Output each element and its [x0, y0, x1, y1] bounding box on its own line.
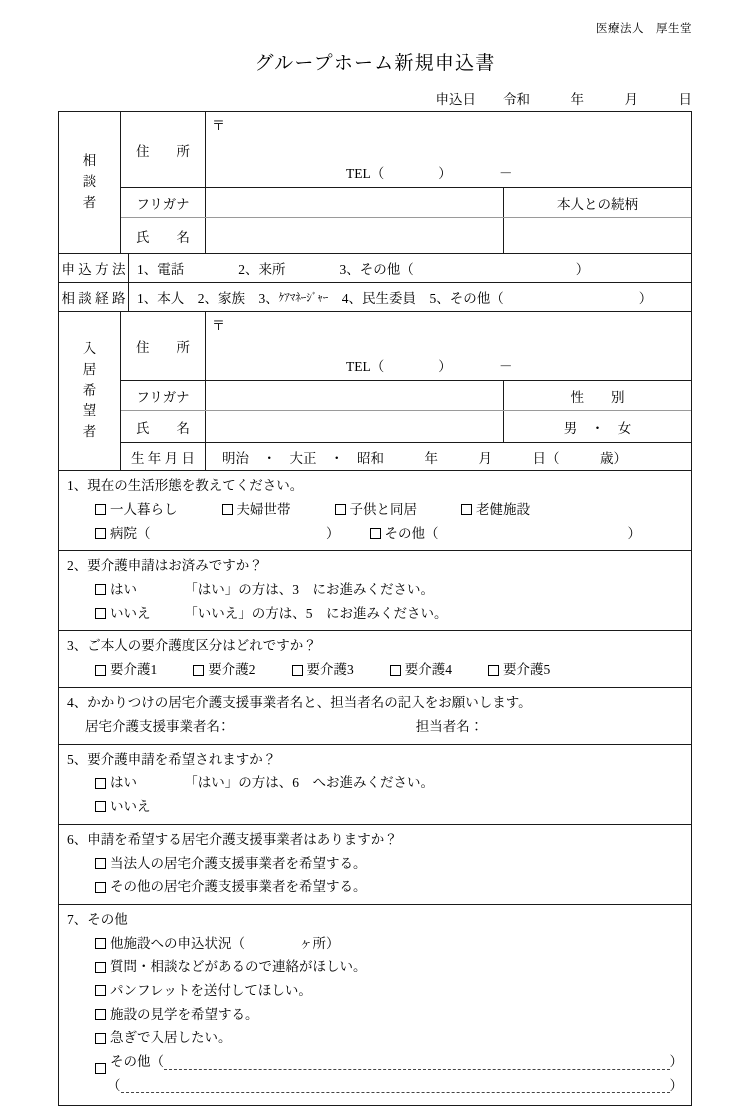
- checkbox-icon[interactable]: [95, 1033, 106, 1044]
- option-label: 急ぎで入居したい。: [110, 1030, 232, 1046]
- option-label[interactable]: その他（ ）: [384, 525, 641, 541]
- option-label: 要介護1: [110, 662, 158, 678]
- question-5: [59, 745, 691, 825]
- consultation-route-options[interactable]: [129, 283, 691, 311]
- page-title: グループホーム新規申込書: [254, 53, 496, 74]
- option-label[interactable]: 病院（ ）: [110, 525, 340, 541]
- applicant-dob-value[interactable]: 明治 ・ 大正 ・ 昭和 年 月 日（ 歳）: [222, 450, 627, 466]
- option-label: 要介護3: [306, 662, 354, 678]
- checkbox-icon[interactable]: [390, 665, 401, 676]
- checkbox-icon[interactable]: [95, 882, 106, 893]
- checkbox-icon[interactable]: [95, 858, 106, 869]
- question-3-title: 3、ご本人の要介護度区分はどれですか？: [67, 638, 317, 654]
- option-label: 夫婦世帯: [236, 501, 291, 517]
- checkbox-icon[interactable]: [95, 584, 106, 595]
- checkbox-icon[interactable]: [95, 938, 106, 949]
- consultant-address-label: 住 所: [121, 112, 206, 187]
- option-label: 一人暮らし: [110, 501, 178, 517]
- consultant-section: [59, 112, 691, 254]
- question-7-option-5: [67, 1026, 683, 1050]
- question-7-option-3: [67, 979, 683, 1003]
- checkbox-icon[interactable]: [95, 801, 106, 812]
- application-date-line: 申込日 令和 年 月 日: [435, 92, 692, 107]
- consultation-route-suffix: 4、民生委員 5、その他（ ）: [328, 291, 653, 306]
- applicant-label-char-0: 入: [82, 340, 97, 356]
- question-7-option-2: [67, 955, 683, 979]
- consultant-name-label: 氏 名: [121, 218, 206, 253]
- consultation-route-row: [59, 283, 691, 312]
- applicant-name-row: [121, 411, 691, 443]
- option-label: はい 「はい」の方は、3 にお進みください。: [110, 582, 434, 598]
- application-method-label: 申 込 方 法: [59, 254, 129, 282]
- applicant-vertical-label: [59, 312, 121, 470]
- question-7-option-1: [67, 932, 683, 956]
- checkbox-icon[interactable]: [95, 778, 106, 789]
- applicant-label-char-4: 者: [82, 424, 97, 440]
- consultant-name-input[interactable]: [206, 218, 503, 253]
- applicant-label-char-2: 希: [82, 382, 97, 398]
- applicant-furigana-input[interactable]: [206, 381, 503, 410]
- option-label: 要介護5: [503, 662, 551, 678]
- consultation-route-label: 相 談 経 路: [59, 283, 129, 311]
- option-label: 施設の見学を希望する。: [110, 1006, 259, 1022]
- consultation-route-prefix: 1、本人 2、家族 3、: [137, 291, 279, 306]
- application-method-options[interactable]: 1、電話 2、来所 3、その他（ ）: [137, 262, 590, 277]
- checkbox-icon[interactable]: [95, 1063, 106, 1074]
- applicant-address-input[interactable]: [206, 312, 691, 380]
- consultant-furigana-row: [121, 188, 691, 218]
- question-5-option-1: [67, 771, 683, 795]
- question-2-option-2: [67, 602, 683, 626]
- option-label: 子供と同居: [349, 501, 417, 517]
- question-2-title: 2、要介護申請はお済みですか？: [67, 558, 263, 574]
- question-2: [59, 551, 691, 631]
- checkbox-icon[interactable]: [95, 528, 106, 539]
- option-label: 要介護2: [208, 662, 256, 678]
- checkbox-icon[interactable]: [95, 962, 106, 973]
- question-3-options: [67, 658, 683, 682]
- question-6-option-2: [67, 875, 683, 899]
- question-7: [59, 905, 691, 1105]
- relation-label: 本人との続柄: [503, 188, 691, 217]
- question-5-title: 5、要介護申請を希望されますか？: [67, 751, 277, 767]
- applicant-address-label: 住 所: [121, 312, 206, 380]
- checkbox-icon[interactable]: [95, 1009, 106, 1020]
- applicant-dob-label: 生 年 月 日: [121, 443, 206, 470]
- checkbox-icon[interactable]: [292, 665, 303, 676]
- checkbox-icon[interactable]: [370, 528, 381, 539]
- checkbox-icon[interactable]: [95, 608, 106, 619]
- consultant-address-row: [121, 112, 691, 188]
- option-label[interactable]: 他施設への申込状況（ ヶ所）: [110, 935, 340, 951]
- checkbox-icon[interactable]: [95, 665, 106, 676]
- checkbox-icon[interactable]: [95, 504, 106, 515]
- option-label: パンフレットを送付してほしい。: [110, 983, 312, 999]
- extra-close-paren: ）: [669, 1077, 683, 1093]
- question-5-option-2: [67, 795, 683, 819]
- gender-label: 性 別: [503, 381, 691, 410]
- applicant-tel-line: TEL（ ） －: [346, 359, 513, 374]
- question-1-row-1: [67, 498, 683, 522]
- option-label: その他の居宅介護支援事業者を希望する。: [110, 879, 367, 895]
- relation-input[interactable]: [503, 218, 691, 253]
- consultant-furigana-label: フリガナ: [121, 188, 206, 217]
- applicant-furigana-label: フリガナ: [121, 381, 206, 410]
- question-7-extra-row: [67, 1074, 683, 1098]
- question-1-title: 1、現在の生活形態を教えてください。: [67, 478, 304, 493]
- applicant-name-input[interactable]: [206, 411, 503, 442]
- option-label: はい 「はい」の方は、6 へお進みください。: [110, 775, 434, 791]
- checkbox-icon[interactable]: [488, 665, 499, 676]
- applicant-address-row: [121, 312, 691, 381]
- question-4-fields[interactable]: [67, 715, 683, 739]
- question-7-title: 7、その他: [67, 911, 128, 927]
- consultant-address-input[interactable]: [206, 112, 691, 187]
- option-label: その他（: [110, 1053, 164, 1069]
- checkbox-icon[interactable]: [222, 504, 233, 515]
- consultant-vertical-label: [59, 112, 121, 253]
- question-3: [59, 631, 691, 688]
- question-4-title: 4、かかりつけの居宅介護支援事業者名と、担当者名の記入をお願いします。: [67, 694, 532, 710]
- question-6: [59, 825, 691, 905]
- option-label: 老健施設: [476, 501, 530, 517]
- question-6-title: 6、申請を希望する居宅介護支援事業者はありますか？: [67, 831, 398, 847]
- applicant-label-char-3: 望: [82, 403, 97, 419]
- checkbox-icon[interactable]: [95, 985, 106, 996]
- option-label: いいえ 「いいえ」の方は、5 にお進みください。: [110, 605, 448, 621]
- consultant-label-char-0: 相: [82, 153, 97, 169]
- postal-code-icon: 〒: [212, 118, 226, 133]
- extra-free-text-input[interactable]: [121, 1080, 670, 1093]
- option-label: 要介護4: [404, 662, 452, 678]
- consultant-label-char-1: 談: [82, 174, 97, 190]
- consultation-route-kana: ｹｱﾏﾈｰｼﾞｬｰ: [278, 292, 329, 304]
- question-7-option-4: [67, 1003, 683, 1027]
- checkbox-icon[interactable]: [193, 665, 204, 676]
- other-free-text-input[interactable]: [164, 1057, 670, 1070]
- other-close-paren: ）: [669, 1053, 683, 1069]
- option-label: 当法人の居宅介護支援事業者を希望する。: [110, 855, 367, 871]
- question-1-row-2: [67, 522, 683, 546]
- applicant-section: [59, 312, 691, 471]
- applicant-label-char-1: 居: [82, 361, 97, 377]
- question-6-option-1: [67, 852, 683, 876]
- applicant-furigana-row: [121, 381, 691, 411]
- gender-options[interactable]: 男 ・ 女: [503, 411, 691, 442]
- question-2-option-1: [67, 578, 683, 602]
- consultant-name-row: [121, 218, 691, 253]
- checkbox-icon[interactable]: [335, 504, 346, 515]
- provider-and-staff-fields: 居宅介護支援事業者名： 担当者名：: [85, 718, 484, 734]
- applicant-dob-row: [121, 443, 691, 470]
- form-table: [58, 111, 692, 1106]
- applicant-name-label: 氏 名: [121, 411, 206, 442]
- consultant-label-char-2: 者: [82, 194, 97, 210]
- postal-code-icon: 〒: [212, 318, 226, 333]
- application-method-row: [59, 254, 691, 283]
- option-label: いいえ: [110, 799, 151, 815]
- organization-name: 医療法人 厚生堂: [596, 23, 692, 35]
- option-label: 質問・相談などがあるので連絡がほしい。: [110, 959, 367, 975]
- consultant-tel-line: TEL（ ） －: [346, 166, 513, 181]
- consultant-furigana-input[interactable]: [206, 188, 503, 217]
- question-4: [59, 688, 691, 745]
- extra-open-paren: （: [107, 1077, 121, 1093]
- question-1: [59, 471, 691, 551]
- checkbox-icon[interactable]: [461, 504, 472, 515]
